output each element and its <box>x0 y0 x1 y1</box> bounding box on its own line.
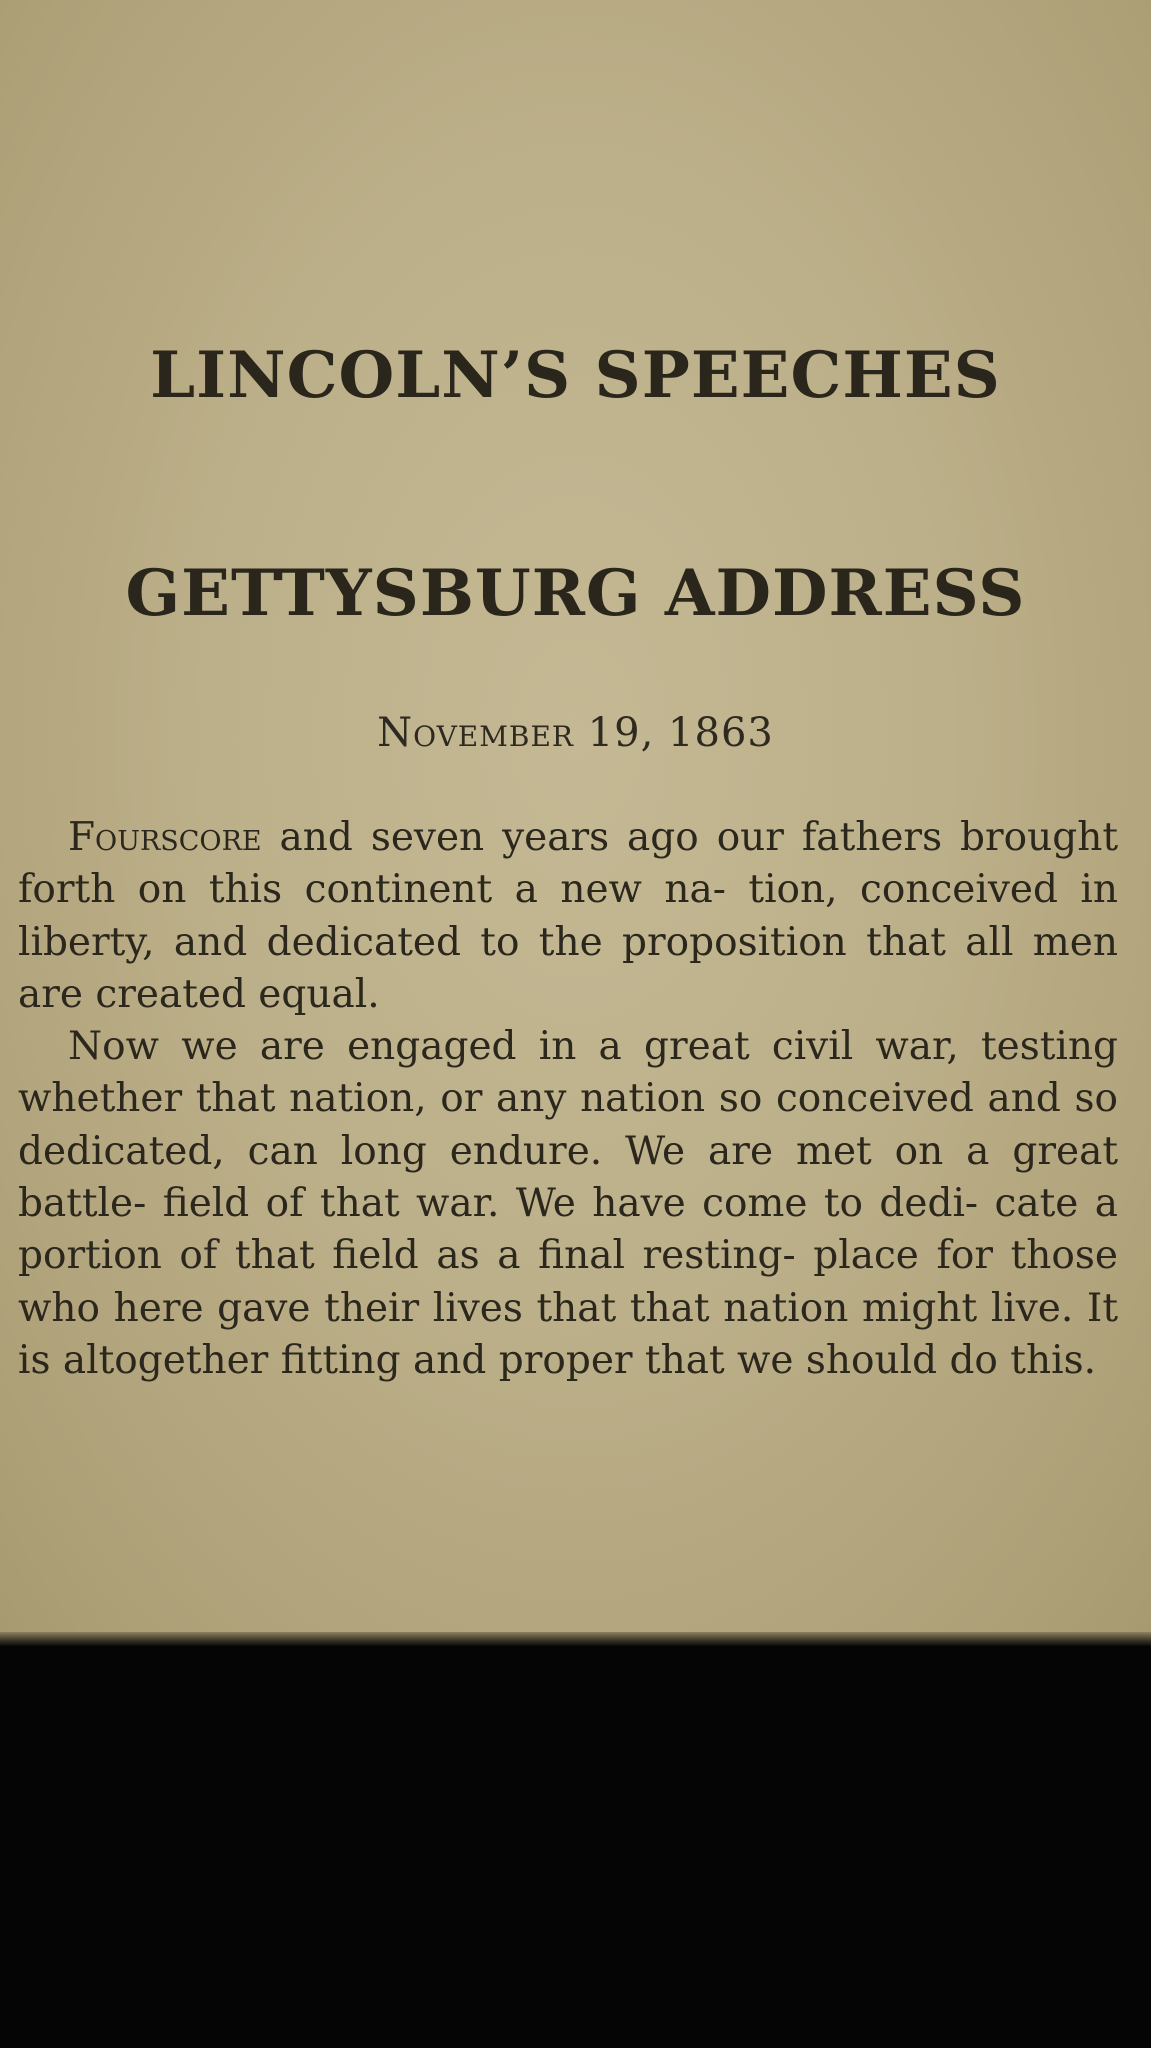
paragraph-2 <box>18 1021 1118 1387</box>
paragraph-text: and seven years ago our fathers brought forth on this continent a new na- tion, conceived in liberty, and dedicated to the proposition that all men are created equal. <box>18 815 1118 1017</box>
speech-body <box>18 812 1118 1387</box>
running-head: LINCOLN’S SPEECHES <box>150 338 1001 413</box>
date-line: November 19, 1863 <box>377 710 774 756</box>
paragraph-text: Now we are engaged in a great civil war, testing whether that nation, or any nation so conceived and so dedicated, can long endure. We are met on a great battle- field of that war. We have come to dedi- cate a portion of that field as a final resting- place for those who here gave their lives that that nation might live. It is altogether fitting and proper that we should do this. <box>18 1024 1118 1383</box>
paragraph-lead-word: Fourscore <box>68 815 262 860</box>
dark-background <box>0 1646 1151 2048</box>
paragraph-1 <box>18 812 1118 1021</box>
page-edge <box>0 1632 1151 1646</box>
page-title: GETTYSBURG ADDRESS <box>125 556 1026 631</box>
